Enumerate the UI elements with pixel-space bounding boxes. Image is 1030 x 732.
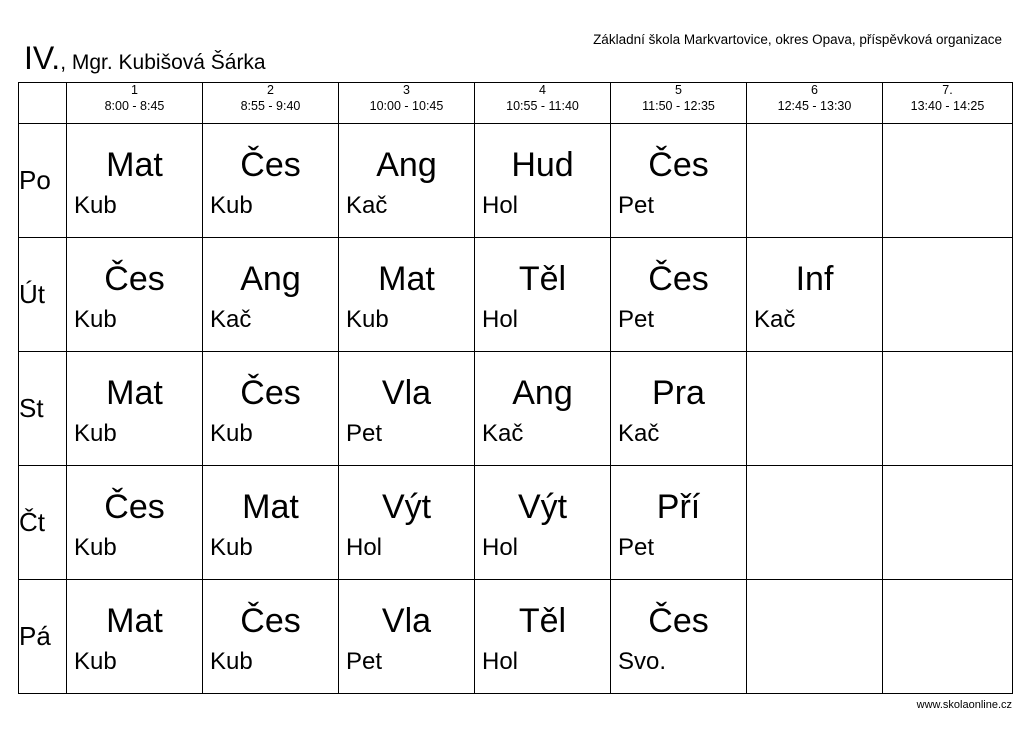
lesson-teacher: Hol [482,306,519,333]
day-label: St [19,352,67,466]
period-header [203,83,339,124]
lesson-cell [747,124,883,238]
lesson-subject: Těl [518,602,567,640]
lesson-cell [339,580,475,694]
lesson-teacher: Kub [210,420,253,447]
lesson-cell [475,124,611,238]
lesson-teacher: Svo. [618,648,667,675]
period-time: 13:40 - 14:25 [910,98,985,113]
period-number: 5 [675,83,682,97]
period-header [611,83,747,124]
corner-cell [19,83,67,124]
lesson-subject: Mat [106,602,163,640]
lesson-cell [203,352,339,466]
period-number: 1 [131,83,138,97]
period-time: 8:00 - 8:45 [104,98,165,113]
lesson-teacher: Kub [74,306,117,333]
lesson-cell [339,124,475,238]
lesson-cell [747,352,883,466]
lesson-subject: Mat [106,374,163,412]
day-row [19,124,1013,238]
lesson-subject: Čes [240,602,301,640]
period-number: 4 [539,83,546,97]
period-header [747,83,883,124]
day-row [19,580,1013,694]
period-time: 10:00 - 10:45 [369,98,444,113]
lesson-teacher: Kub [210,648,253,675]
period-time: 12:45 - 13:30 [777,98,852,113]
lesson-teacher: Kač [482,420,524,447]
lesson-cell [475,580,611,694]
lesson-teacher: Kub [210,534,253,561]
lesson-cell [67,580,203,694]
lesson-teacher: Kub [74,420,117,447]
lesson-subject: Mat [378,260,435,298]
lesson-cell [339,352,475,466]
lesson-subject: Výt [517,488,568,526]
lesson-teacher: Hol [346,534,383,561]
lesson-teacher: Hol [482,192,519,219]
lesson-cell [747,580,883,694]
lesson-cell [611,466,747,580]
period-number: 2 [267,83,274,97]
lesson-cell [67,352,203,466]
lesson-teacher: Pet [346,420,383,447]
lesson-subject: Čes [648,146,709,184]
lesson-cell [475,352,611,466]
lesson-teacher: Kač [618,420,660,447]
day-label: Po [19,124,67,238]
lesson-cell [883,238,1013,352]
period-header-row [19,83,1013,124]
lesson-teacher: Hol [482,648,519,675]
period-header [475,83,611,124]
lesson-cell [475,466,611,580]
lesson-subject: Pra [652,374,705,412]
period-time: 10:55 - 11:40 [506,98,579,113]
period-number: 6 [811,83,818,97]
period-header [67,83,203,124]
lesson-teacher: Kub [210,192,253,219]
timetable [18,82,1013,694]
day-row [19,238,1013,352]
lesson-teacher: Pet [618,534,655,561]
lesson-subject: Hud [511,146,574,184]
lesson-teacher: Pet [618,306,655,333]
lesson-cell [67,466,203,580]
lesson-cell [883,466,1013,580]
lesson-cell [747,238,883,352]
day-label: Čt [19,466,67,580]
lesson-subject: Ang [376,146,437,184]
lesson-subject: Ang [240,260,301,298]
lesson-cell [883,124,1013,238]
lesson-cell [339,466,475,580]
period-number: 3 [403,83,410,97]
lesson-subject: Výt [381,488,432,526]
lesson-cell [203,466,339,580]
lesson-teacher: Kač [754,306,796,333]
lesson-subject: Vla [381,602,432,640]
lesson-teacher: Kač [210,306,252,333]
lesson-subject: Inf [795,260,834,298]
lesson-teacher: Kač [346,192,388,219]
day-row [19,466,1013,580]
lesson-cell [611,352,747,466]
lesson-teacher: Kub [74,192,117,219]
lesson-cell [883,580,1013,694]
lesson-subject: Čes [104,488,165,526]
lesson-subject: Čes [104,260,165,298]
footer-link[interactable]: www.skolaonline.cz [916,699,1012,711]
class-name: IV. [24,40,61,76]
lesson-cell [475,238,611,352]
lesson-subject: Čes [240,146,301,184]
lesson-teacher: Kub [74,648,117,675]
period-time: 11:50 - 12:35 [642,98,715,113]
period-time: 8:55 - 9:40 [240,98,301,113]
period-header [339,83,475,124]
lesson-subject: Těl [518,260,567,298]
lesson-cell [67,124,203,238]
lesson-teacher: Pet [346,648,383,675]
lesson-cell [611,124,747,238]
lesson-subject: Mat [242,488,299,526]
lesson-cell [883,352,1013,466]
class-teacher: , Mgr. Kubišová Šárka [60,51,266,74]
period-header [883,83,1013,124]
lesson-subject: Mat [106,146,163,184]
lesson-teacher: Kub [74,534,117,561]
lesson-teacher: Pet [618,192,655,219]
page-title [24,40,266,77]
day-label: Pá [19,580,67,694]
day-row [19,352,1013,466]
lesson-cell [203,124,339,238]
school-name: Základní škola Markvartovice, okres Opava, příspěvková organizace [593,32,1002,47]
day-label: Út [19,238,67,352]
lesson-teacher: Hol [482,534,519,561]
lesson-cell [611,580,747,694]
lesson-subject: Čes [648,602,709,640]
lesson-subject: Čes [240,374,301,412]
lesson-subject: Vla [381,374,432,412]
lesson-teacher: Kub [346,306,389,333]
lesson-cell [339,238,475,352]
lesson-cell [203,580,339,694]
lesson-cell [611,238,747,352]
lesson-subject: Ang [512,374,573,412]
period-number: 7. [942,83,953,97]
lesson-cell [67,238,203,352]
lesson-cell [747,466,883,580]
lesson-cell [203,238,339,352]
lesson-subject: Pří [656,488,701,526]
lesson-subject: Čes [648,260,709,298]
